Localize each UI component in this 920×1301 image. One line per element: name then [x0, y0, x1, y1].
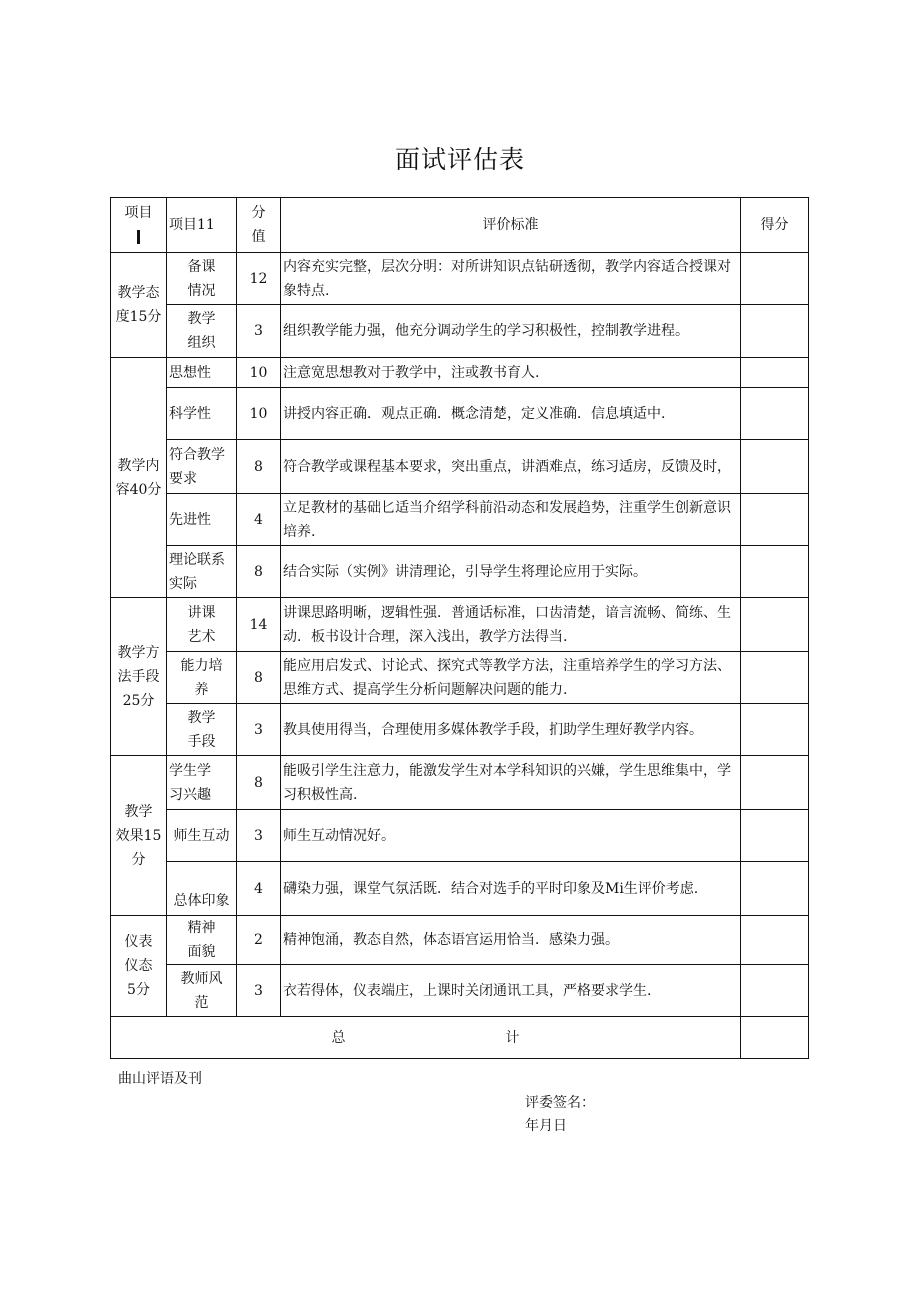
criteria-cell: 注意宽思想教对于教学中，注或教书育人. — [281, 358, 741, 388]
criteria-cell: 讲课思路明晰，逻辑性强．普通话标准，口齿清楚，谙言流畅、简练、生动．板书设计合理，深入浅出，教学方法得当. — [281, 598, 741, 652]
category-cell — [111, 253, 167, 358]
criteria-cell: 立足教材的基础匕适当介绍学科前沿动态和发展趋势，注重学生创新意识培养. — [281, 494, 741, 546]
table-row — [111, 965, 809, 1017]
table-row — [111, 916, 809, 965]
item-cell — [167, 965, 237, 1017]
header-criteria: 评价标准 — [281, 198, 741, 253]
points-input-cell[interactable] — [741, 965, 809, 1017]
table-row — [111, 253, 809, 305]
item-cell — [167, 253, 237, 305]
cell-line: 面貌 — [187, 944, 216, 960]
cell-line: 艺术 — [187, 628, 216, 645]
cell-line: 教学态 — [117, 285, 160, 301]
cell-line: 分 — [131, 851, 146, 868]
item-cell — [167, 305, 237, 358]
item-cell — [167, 546, 237, 598]
criteria-cell: 精神饱涌，教态自然，体态语宫运用恰当．感染力强。 — [281, 916, 741, 965]
points-input-cell[interactable] — [741, 253, 809, 305]
header-score-line1: 分 — [251, 205, 266, 221]
cell-line: 思想性 — [169, 364, 211, 381]
score-cell: 3 — [237, 810, 281, 862]
total-label-right: 计 — [505, 1029, 520, 1046]
table-row — [111, 494, 809, 546]
score-cell: 3 — [237, 965, 281, 1017]
points-input-cell[interactable] — [741, 598, 809, 652]
cell-line: 能力培 — [180, 657, 223, 674]
criteria-cell: 衣若得体，仪表端庄，上课时关闭通讯工具，严格要求学生. — [281, 965, 741, 1017]
header-row — [111, 198, 809, 253]
criteria-cell: 讲授内容正确．观点正确．概念清楚，定义准确．信息填适中. — [281, 388, 741, 440]
cell-line: 讲课 — [187, 604, 216, 621]
points-input-cell[interactable] — [741, 546, 809, 598]
cell-line: 备课 — [187, 258, 216, 275]
score-cell: 8 — [237, 652, 281, 704]
cell-line: 要求 — [169, 470, 197, 487]
item-cell — [167, 916, 237, 965]
score-cell: 8 — [237, 546, 281, 598]
header-score-line2: 值 — [251, 229, 266, 245]
points-input-cell[interactable] — [741, 862, 809, 916]
score-cell: 3 — [237, 305, 281, 358]
score-cell: 12 — [237, 253, 281, 305]
score-cell: 4 — [237, 862, 281, 916]
cell-line: 实际 — [169, 575, 197, 592]
table-row — [111, 598, 809, 652]
cell-line — [169, 865, 234, 889]
table-row — [111, 810, 809, 862]
date-label: 年月日 — [525, 1118, 567, 1134]
criteria-cell: 教具使用得当，合理使用多媒体教学手段，扪助学生理好教学内容。 — [281, 704, 741, 756]
item-cell — [167, 440, 237, 494]
points-input-cell[interactable] — [741, 494, 809, 546]
item-cell — [167, 756, 237, 810]
header-category-mark — [113, 225, 164, 249]
cell-line: 教学 — [124, 803, 153, 820]
cell-line: 先进性 — [169, 511, 211, 528]
points-input-cell[interactable] — [741, 810, 809, 862]
total-label-left: 总 — [331, 1029, 346, 1046]
cell-line: 科学性 — [169, 405, 211, 422]
score-cell: 3 — [237, 704, 281, 756]
item-cell — [167, 598, 237, 652]
criteria-cell: 组织教学能力强，他充分调动学生的学习积极性，控制教学进程。 — [281, 305, 741, 358]
table-row — [111, 862, 809, 916]
item-cell — [167, 358, 237, 388]
cell-line: 师生互动 — [173, 827, 230, 844]
table-row — [111, 305, 809, 358]
cell-line: 养 — [194, 681, 209, 698]
signature-label: 评委签名： — [525, 1095, 595, 1111]
cell-line: 容40分 — [115, 481, 162, 498]
cell-line: 习兴趣 — [169, 786, 211, 803]
cell-line: 学生学 — [169, 762, 211, 779]
criteria-cell: 礴染力强，课堂气氛活既．结合对选手的平时印象及Mi生评价考虑. — [281, 862, 741, 916]
table-row — [111, 546, 809, 598]
comment-label: 曲山评语及刊 — [118, 1071, 202, 1087]
header-score — [237, 198, 281, 253]
table-row — [111, 652, 809, 704]
table-row — [111, 756, 809, 810]
item-cell — [167, 494, 237, 546]
header-category-label: 项目 — [124, 205, 153, 221]
cell-line: 情况 — [187, 282, 216, 299]
table-row — [111, 388, 809, 440]
item-cell — [167, 862, 237, 916]
header-points: 得分 — [741, 198, 809, 253]
cell-line: 理论联系 — [169, 551, 225, 568]
category-cell — [111, 916, 167, 1017]
criteria-cell: 能应用启发式、讨论式、探究式等教学方法，注重培养学生的学习方法、思维方式、提高学生分析问题解决问题的能力. — [281, 652, 741, 704]
cell-line: 仪态 — [124, 958, 153, 974]
cell-line: 教学方 — [117, 644, 160, 661]
criteria-cell: 内容充实完整，层次分明：对所讲知识点钻研透彻，教学内容适合授课对象特点. — [281, 253, 741, 305]
category-cell — [111, 756, 167, 916]
cell-line: 仪表 — [124, 934, 153, 950]
cell-line: 教师风 — [180, 970, 223, 987]
header-category — [111, 198, 167, 253]
header-item: 项目11 — [167, 198, 237, 253]
item-cell — [167, 388, 237, 440]
cell-line: 总体印象 — [173, 892, 230, 909]
total-row — [111, 1017, 809, 1059]
category-cell — [111, 358, 167, 598]
category-cell — [111, 598, 167, 756]
points-input-cell[interactable] — [741, 358, 809, 388]
criteria-cell: 师生互动情况好。 — [281, 810, 741, 862]
points-input-cell[interactable] — [741, 704, 809, 756]
points-input-cell[interactable] — [741, 305, 809, 358]
item-cell — [167, 704, 237, 756]
evaluation-table — [110, 197, 809, 1059]
points-input-cell[interactable] — [741, 388, 809, 440]
table-row — [111, 704, 809, 756]
score-cell: 4 — [237, 494, 281, 546]
cell-line: 教学 — [187, 311, 216, 327]
criteria-cell: 符合教学或课程基本要求，突出重点，讲酒难点，练习适房，反馈及时， — [281, 440, 741, 494]
cell-line: 教学内 — [117, 457, 160, 474]
score-cell: 2 — [237, 916, 281, 965]
cell-line: 组织 — [187, 335, 216, 351]
page-title: 面试评估表 — [394, 145, 525, 174]
cell-line: 精神 — [187, 920, 216, 936]
cell-line: 范 — [194, 994, 209, 1011]
cell-line: 手段 — [187, 733, 216, 750]
cell-line: 5分 — [127, 982, 150, 998]
total-points-cell[interactable] — [741, 1017, 809, 1059]
total-label-cell — [111, 1017, 741, 1059]
points-input-cell[interactable] — [741, 440, 809, 494]
score-cell: 14 — [237, 598, 281, 652]
cell-line: 教学 — [187, 709, 216, 726]
cell-line: 符合教学 — [169, 446, 225, 463]
cell-line: 25分 — [122, 692, 155, 709]
item-cell — [167, 810, 237, 862]
score-cell: 8 — [237, 440, 281, 494]
score-cell: 8 — [237, 756, 281, 810]
cell-line: 效果15 — [115, 827, 162, 844]
score-cell: 10 — [237, 388, 281, 440]
points-input-cell[interactable] — [741, 916, 809, 965]
table-row — [111, 440, 809, 494]
points-input-cell[interactable] — [741, 652, 809, 704]
criteria-cell: 结合实际（实例》讲清理论，引导学生将理论应用于实际。 — [281, 546, 741, 598]
score-cell: 10 — [237, 358, 281, 388]
criteria-cell: 能吸引学生注意力，能激发学生对本学科知识的兴嫌，学生思维集中，学习积极性高. — [281, 756, 741, 810]
points-input-cell[interactable] — [741, 756, 809, 810]
cell-line: 度15分 — [115, 309, 162, 325]
table-row — [111, 358, 809, 388]
cell-line: 法手段 — [117, 668, 160, 685]
item-cell — [167, 652, 237, 704]
